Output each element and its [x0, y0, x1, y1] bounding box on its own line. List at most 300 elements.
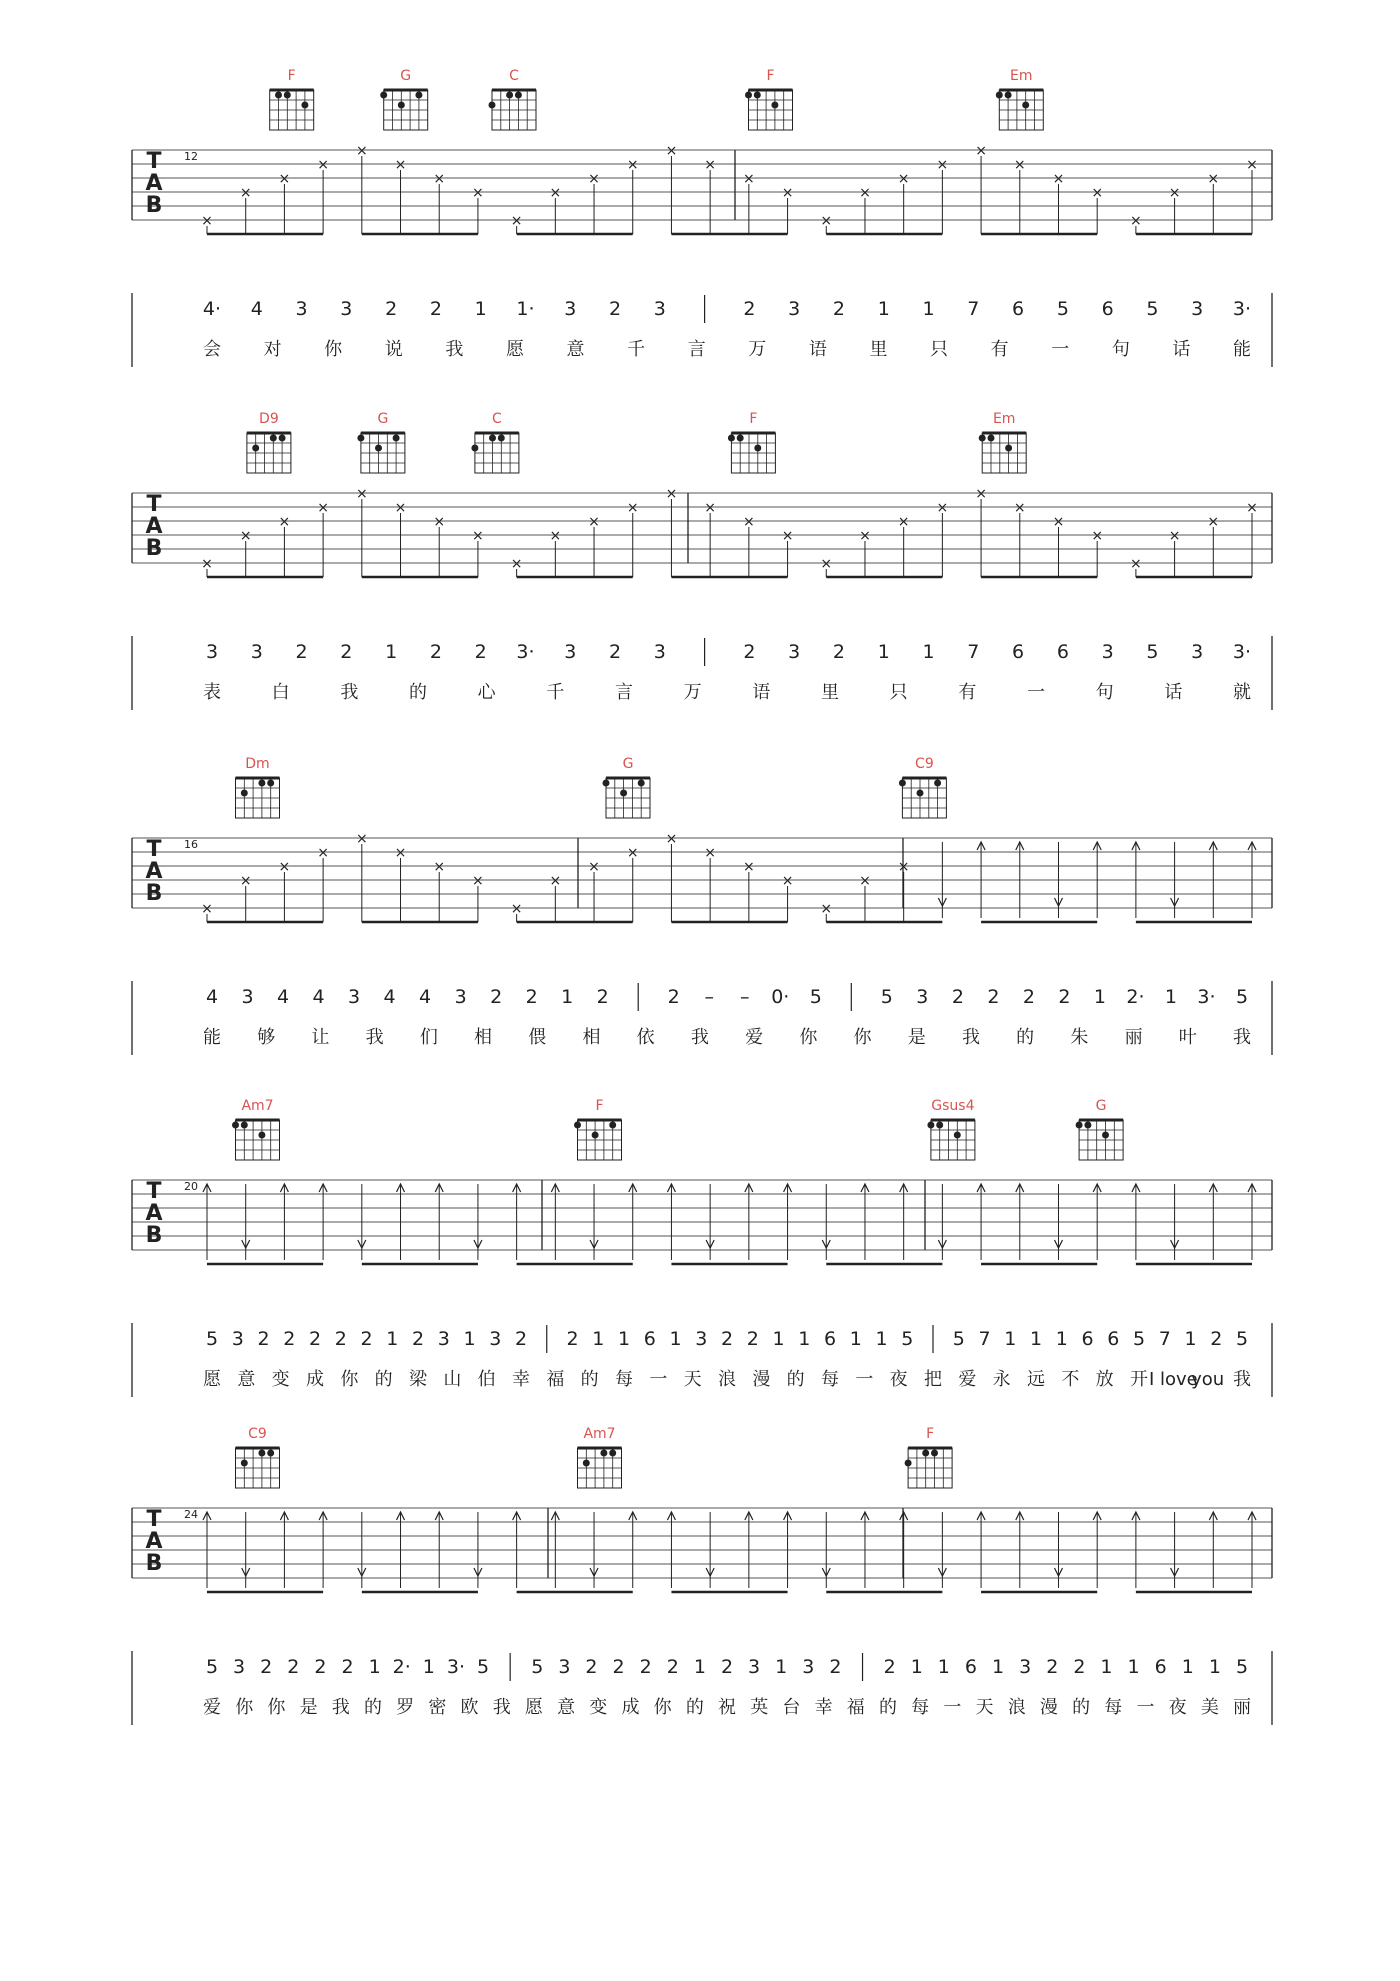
numbered-note: 1	[1164, 986, 1178, 1008]
finger-dot	[515, 92, 522, 99]
tab-note-x: ×	[897, 859, 910, 875]
finger-dot	[603, 780, 610, 787]
finger-dot	[267, 1450, 274, 1457]
numbered-note: 4	[205, 986, 219, 1008]
numbered-note: –	[740, 986, 750, 1008]
numbered-note: 1	[1055, 1328, 1068, 1350]
tab-note-x: ×	[201, 556, 213, 572]
tab-note-x: ×	[472, 873, 484, 889]
tab-note-x: ×	[278, 514, 291, 530]
lyric-word: 够	[257, 1027, 276, 1048]
tab-note-x: ×	[472, 185, 484, 201]
tab-note-x: ×	[317, 845, 329, 861]
numbered-note: 6	[1012, 298, 1025, 320]
finger-dot	[489, 102, 496, 109]
tab-note-x: ×	[510, 901, 523, 917]
lyric-word: 是	[907, 1027, 926, 1048]
numbered-note: 3	[788, 641, 801, 663]
lyric-word: 表	[203, 682, 221, 703]
tab-note-x: ×	[704, 500, 717, 516]
tab-note-x: ×	[1052, 514, 1065, 530]
numbered-note: 5	[1056, 298, 1069, 320]
tab-note-x: ×	[472, 528, 484, 544]
lyric-word: 万	[748, 339, 767, 360]
finger-dot	[489, 435, 496, 442]
tab-note-x: ×	[1207, 171, 1220, 187]
tab-note-x: ×	[859, 873, 871, 889]
tab-note-x: ×	[549, 185, 562, 201]
tab-note-x: ×	[588, 859, 600, 875]
numbered-note: 2	[340, 641, 353, 663]
tab-note-x: ×	[859, 185, 871, 201]
chord-diagram	[357, 411, 405, 473]
numbered-note: 2	[1210, 1328, 1223, 1350]
tab-note-x: ×	[936, 157, 949, 173]
lyric-word: 只	[930, 339, 949, 360]
finger-dot	[934, 780, 941, 787]
numbered-note: 3	[788, 298, 801, 320]
lyric-word: 山	[443, 1369, 462, 1390]
numbered-note: 1	[877, 641, 890, 663]
lyric-word: 意	[566, 339, 585, 360]
numbered-note: 1	[1181, 1656, 1194, 1678]
lyric-word: 语	[808, 339, 827, 360]
finger-dot	[754, 445, 761, 452]
lyric-word: 我	[340, 682, 359, 703]
lyric-word: 说	[384, 339, 403, 360]
finger-dot	[754, 92, 761, 99]
tab-note-x: ×	[278, 171, 291, 187]
tab-note-x: ×	[781, 185, 794, 201]
finger-dot	[232, 1122, 239, 1129]
numbered-note: 6	[643, 1328, 656, 1350]
tab-note-x: ×	[1207, 514, 1220, 530]
numbered-note: 4	[419, 986, 432, 1008]
numbered-note: 5	[205, 1656, 219, 1678]
tab-note-x: ×	[433, 859, 446, 875]
tab-note-x: ×	[975, 486, 987, 502]
lyric-word: 成	[621, 1697, 640, 1718]
numbered-note: 2·	[392, 1656, 411, 1678]
numbered-note: 5	[809, 986, 822, 1008]
finger-dot	[771, 102, 778, 109]
lyric-word: 意	[237, 1369, 256, 1390]
chord-diagram	[236, 1426, 280, 1488]
chord-name: F	[926, 1426, 935, 1442]
lyric-word: 变	[589, 1697, 608, 1718]
lyric-word: 愿	[524, 1697, 543, 1718]
tab-note-x: ×	[820, 556, 833, 572]
tab-note-x: ×	[433, 171, 446, 187]
tab-note-x: ×	[1091, 528, 1104, 544]
finger-dot	[954, 1132, 961, 1139]
lyric-word: 千	[627, 339, 646, 360]
chord-name: Gsus4	[931, 1098, 975, 1114]
chord-diagram	[899, 756, 947, 818]
numbered-note: 3	[558, 1656, 571, 1678]
lyric-word: 愿	[203, 1369, 221, 1390]
numbered-note: 3·	[516, 641, 535, 663]
chord-diagram	[728, 411, 776, 473]
tab-clef-letter: T	[146, 149, 162, 174]
tab-note-x: ×	[588, 171, 600, 187]
lyric-word: 的	[1016, 1027, 1035, 1048]
chord-diagram	[745, 68, 793, 130]
lyric-word: 意	[557, 1697, 576, 1718]
tab-note-x: ×	[355, 143, 368, 159]
lyric-word: 就	[1233, 682, 1251, 703]
numbered-note: 1	[922, 641, 935, 663]
lyric-word: 话	[1172, 339, 1191, 360]
tab-note-x: ×	[781, 528, 794, 544]
finger-dot	[258, 1450, 265, 1457]
numbered-note: 1	[693, 1656, 706, 1678]
numbered-note: 1	[910, 1656, 923, 1678]
numbered-note: 5	[952, 1328, 965, 1350]
lyric-word: 我	[492, 1697, 511, 1718]
tab-note-x: ×	[433, 514, 446, 530]
numbered-note: 2	[666, 1656, 679, 1678]
tab-note-x: ×	[355, 486, 368, 502]
tab-clef-letter: B	[145, 1551, 163, 1576]
finger-dot	[583, 1460, 590, 1467]
tab-note-x: ×	[1130, 213, 1142, 229]
lyric-word: 我	[365, 1027, 384, 1048]
finger-dot	[737, 435, 744, 442]
numbered-note: 5	[1146, 298, 1159, 320]
tab-note-x: ×	[781, 873, 794, 889]
numbered-note: 1	[922, 298, 935, 320]
numbered-note: 3	[916, 986, 929, 1008]
tab-note-x: ×	[1130, 556, 1142, 572]
lyric-word: 永	[992, 1369, 1011, 1390]
tab-note-x: ×	[742, 171, 755, 187]
finger-dot	[301, 102, 308, 109]
tab-clef-letter: T	[146, 1179, 162, 1204]
chord-diagram	[574, 1098, 622, 1160]
numbered-note: 5	[1235, 1656, 1249, 1678]
numbered-note: 3	[250, 641, 263, 663]
lyric-word: 你	[324, 339, 343, 360]
numbered-note: 1·	[516, 298, 535, 320]
tab-note-x: ×	[239, 185, 252, 201]
finger-dot	[279, 435, 286, 442]
tab-note-x: ×	[510, 556, 523, 572]
finger-dot	[252, 445, 259, 452]
chord-name: Am7	[241, 1098, 274, 1114]
lyric-word: 心	[477, 682, 496, 703]
bar-number: 20	[184, 1180, 198, 1193]
numbered-note: 1	[772, 1328, 785, 1350]
numbered-note: 2	[295, 641, 308, 663]
lyric-word: 的	[374, 1369, 393, 1390]
finger-dot	[375, 445, 382, 452]
lyric-word: 爱	[203, 1697, 221, 1718]
tab-note-x: ×	[355, 831, 368, 847]
lyric-word: 只	[889, 682, 908, 703]
lyric-word: 我	[1233, 1027, 1251, 1048]
numbered-note: 4	[383, 986, 396, 1008]
numbered-note: 1	[798, 1328, 811, 1350]
lyric-word: 密	[428, 1697, 447, 1718]
tab-note-x: ×	[394, 157, 407, 173]
tab-note-x: ×	[1246, 157, 1258, 173]
finger-dot	[241, 1122, 248, 1129]
chord-diagram	[489, 68, 537, 130]
numbered-note: 1	[386, 1328, 399, 1350]
lyric-word: 依	[636, 1027, 655, 1048]
numbered-note: 3	[653, 298, 666, 320]
numbered-note: 2	[585, 1656, 598, 1678]
lyric-word: 浪	[718, 1369, 736, 1390]
tab-system	[132, 68, 1272, 367]
finger-dot	[592, 1132, 599, 1139]
numbered-note: 3	[241, 986, 254, 1008]
numbered-note: 2	[832, 641, 846, 663]
tab-note-x: ×	[317, 500, 329, 516]
finger-dot	[899, 780, 906, 787]
lyric-word: 朱	[1070, 1027, 1089, 1048]
finger-dot	[241, 1460, 248, 1467]
finger-dot	[398, 102, 405, 109]
chord-name: C	[509, 68, 519, 84]
chord-diagram	[979, 411, 1026, 473]
chord-name: G	[1095, 1098, 1107, 1114]
numbered-note: 4	[250, 298, 263, 320]
lyric-word: 愿	[505, 339, 524, 360]
finger-dot	[258, 1132, 265, 1139]
finger-dot	[267, 780, 274, 787]
finger-dot	[1022, 102, 1029, 109]
lyric-word: 里	[869, 339, 888, 360]
numbered-note: 3	[489, 1328, 502, 1350]
finger-dot	[1076, 1122, 1083, 1129]
numbered-note: 3	[454, 986, 467, 1008]
finger-dot	[620, 790, 627, 797]
chord-diagram	[905, 1426, 953, 1488]
tab-system	[132, 756, 1272, 1055]
finger-dot	[638, 780, 645, 787]
tab-note-x: ×	[394, 500, 407, 516]
numbered-note: 2	[829, 1656, 842, 1678]
lyric-word: 能	[203, 1027, 221, 1048]
chord-diagram	[247, 411, 291, 473]
lyric-word: 每	[1104, 1697, 1123, 1718]
tab-note-x: ×	[936, 500, 949, 516]
finger-dot	[936, 1122, 943, 1129]
numbered-note: 2	[1022, 986, 1035, 1008]
tab-system	[132, 1098, 1272, 1397]
numbered-note: 2·	[1126, 986, 1145, 1008]
lyric-word: 爱	[745, 1027, 764, 1048]
numbered-note: 3·	[1232, 298, 1252, 320]
numbered-note: 1	[474, 298, 487, 320]
finger-dot	[380, 92, 387, 99]
lyric-word: 一	[943, 1697, 962, 1718]
lyric-word: 能	[1233, 339, 1251, 360]
numbered-note: 2	[667, 986, 680, 1008]
chord-name: G	[400, 68, 412, 84]
lyric-word: 夜	[1168, 1697, 1187, 1718]
numbered-note: 3	[695, 1328, 708, 1350]
numbered-note: 2	[987, 986, 1000, 1008]
tab-note-x: ×	[820, 901, 833, 917]
numbered-note: 3	[348, 986, 361, 1008]
tab-note-x: ×	[1168, 185, 1181, 201]
finger-dot	[258, 780, 265, 787]
numbered-note: 6	[1101, 298, 1114, 320]
numbered-note: 2	[283, 1328, 296, 1350]
lyric-word: 远	[1027, 1369, 1045, 1390]
tab-note-x: ×	[588, 514, 600, 530]
tab-note-x: ×	[1168, 528, 1181, 544]
numbered-note: 1	[1184, 1328, 1197, 1350]
lyric-word: 句	[1095, 682, 1114, 703]
lyric-word: 英	[750, 1697, 769, 1718]
lyric-word: 让	[311, 1027, 330, 1048]
lyric-word: 我	[690, 1027, 709, 1048]
numbered-note: 2	[743, 641, 756, 663]
numbered-note: 1	[775, 1656, 788, 1678]
lyric-word: I love	[1148, 1369, 1198, 1390]
lyric-word: 幸	[512, 1369, 530, 1390]
numbered-note: 2	[883, 1656, 896, 1678]
numbered-note: 3·	[446, 1656, 466, 1678]
chord-diagram	[232, 1098, 280, 1160]
lyric-word: 语	[752, 682, 771, 703]
tab-note-x: ×	[1013, 157, 1026, 173]
lyric-word: 有	[958, 682, 977, 703]
finger-dot	[1005, 92, 1012, 99]
finger-dot	[498, 435, 505, 442]
lyric-word: 夜	[889, 1369, 908, 1390]
numbered-note: 5	[880, 986, 893, 1008]
lyric-word: 里	[821, 682, 839, 703]
tab-clef-letter: A	[145, 514, 163, 539]
numbered-note: 2	[608, 641, 622, 663]
numbered-note: 3	[437, 1328, 450, 1350]
finger-dot	[1005, 445, 1012, 452]
numbered-note: 2	[474, 641, 487, 663]
lyric-word: 你	[653, 1697, 672, 1718]
tab-clef-letter: A	[145, 171, 163, 196]
tab-note-x: ×	[742, 859, 755, 875]
numbered-note: 1	[877, 298, 890, 320]
tab-clef-letter: T	[146, 837, 162, 862]
tab-clef-letter: A	[145, 859, 163, 884]
finger-dot	[905, 1460, 912, 1467]
lyric-word: 把	[924, 1369, 942, 1390]
numbered-note: 1	[561, 986, 574, 1008]
tab-note-x: ×	[704, 157, 717, 173]
numbered-note: 2	[429, 298, 442, 320]
numbered-note: 2	[1046, 1656, 1059, 1678]
tab-note-x: ×	[742, 514, 755, 530]
tab-clef-letter: B	[145, 193, 163, 218]
numbered-note: 2	[639, 1656, 652, 1678]
tab-note-x: ×	[665, 831, 678, 847]
tab-clef-letter: B	[145, 536, 163, 561]
chord-name: G	[377, 411, 389, 427]
lyric-word: 幸	[814, 1697, 833, 1718]
lyric-word: 句	[1111, 339, 1130, 360]
lyric-word: 的	[409, 682, 427, 703]
numbered-note: 3	[295, 298, 308, 320]
numbered-note: 5	[1132, 1328, 1146, 1350]
chord-name: F	[595, 1098, 604, 1114]
numbered-note: 1	[1208, 1656, 1221, 1678]
tab-note-x: ×	[510, 213, 523, 229]
numbered-note: 5	[901, 1328, 914, 1350]
numbered-note: 1	[937, 1656, 950, 1678]
lyric-word: 的	[786, 1369, 805, 1390]
tab-system	[132, 1426, 1272, 1725]
tab-note-x: ×	[549, 528, 562, 544]
numbered-note: 1	[992, 1656, 1005, 1678]
numbered-note: 2	[287, 1656, 300, 1678]
tab-note-x: ×	[239, 528, 252, 544]
lyric-word: 一	[649, 1369, 668, 1390]
numbered-note: 2	[341, 1656, 354, 1678]
numbered-note: 1	[1029, 1328, 1043, 1350]
chord-diagram	[270, 68, 314, 130]
lyric-word: 罗	[396, 1697, 415, 1718]
tab-note-x: ×	[975, 143, 987, 159]
numbered-note: 2	[429, 641, 442, 663]
numbered-note: 3	[653, 641, 666, 663]
numbered-note: 2	[720, 1328, 734, 1350]
numbered-note: 1	[368, 1656, 381, 1678]
chord-diagram	[1076, 1098, 1124, 1160]
numbered-note: 7	[967, 641, 980, 663]
lyric-word: 一	[1136, 1697, 1155, 1718]
chord-diagram	[236, 756, 280, 818]
numbered-note: 2	[608, 298, 622, 320]
lyric-word: 漫	[752, 1369, 771, 1390]
lyric-word: 美	[1200, 1697, 1219, 1718]
lyric-word: 相	[474, 1027, 493, 1048]
lyric-word: 漫	[1039, 1697, 1058, 1718]
tab-clef-letter: A	[145, 1201, 163, 1226]
tab-clef-letter: B	[145, 881, 163, 906]
numbered-note: 2	[490, 986, 503, 1008]
lyric-word: 开	[1130, 1369, 1148, 1390]
finger-dot	[241, 790, 248, 797]
tab-note-x: ×	[201, 901, 213, 917]
finger-dot	[471, 445, 478, 452]
numbered-note: 6	[1012, 641, 1025, 663]
tab-note-x: ×	[704, 845, 717, 861]
numbered-note: 3	[1101, 641, 1114, 663]
lyric-word: 言	[687, 339, 706, 360]
lyric-word: you	[1191, 1369, 1225, 1390]
numbered-note: 7	[978, 1328, 991, 1350]
finger-dot	[922, 1450, 929, 1457]
tab-clef-letter: A	[145, 1529, 163, 1554]
chord-name: F	[287, 68, 296, 84]
numbered-note: 3	[1019, 1656, 1032, 1678]
numbered-note: 2	[334, 1328, 347, 1350]
finger-dot	[1084, 1122, 1091, 1129]
chord-diagram	[927, 1098, 975, 1160]
lyric-word: 白	[271, 682, 290, 703]
numbered-note: 2	[566, 1328, 579, 1350]
numbered-note: 3	[802, 1656, 815, 1678]
numbered-note: 1	[875, 1328, 888, 1350]
chord-name: G	[622, 756, 634, 772]
lyric-word: 欧	[460, 1697, 479, 1718]
numbered-note: 1	[1127, 1656, 1140, 1678]
